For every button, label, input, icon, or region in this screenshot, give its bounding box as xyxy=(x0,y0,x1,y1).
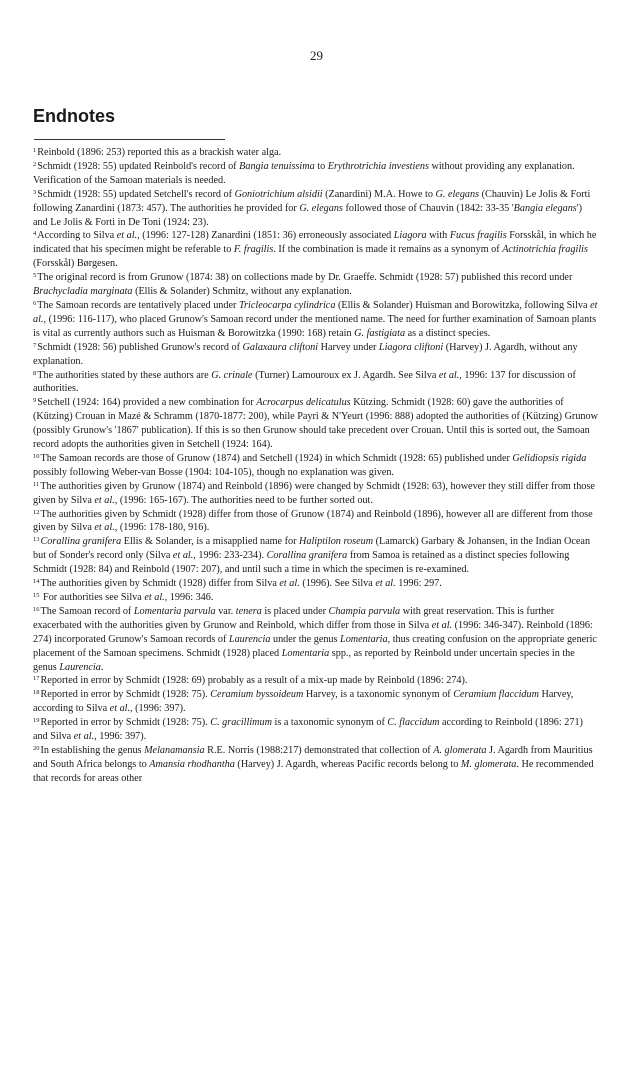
taxon-name: et al. xyxy=(109,703,131,715)
endnote-text: is placed under xyxy=(261,605,329,617)
taxon-name: Champia parvula xyxy=(328,605,401,617)
endnote-7 xyxy=(33,341,599,369)
endnote-text: (Harvey) J. Agardh, without any explanation. xyxy=(33,341,578,367)
endnote-19 xyxy=(33,716,599,744)
endnote-text: (Ellis & Solander) Huisman and Borowitzka, following Silva xyxy=(335,299,591,311)
endnote-text: Schmidt (1928: 55) updated Setchell's record of xyxy=(37,188,235,200)
taxon-name: Haliptilon roseum xyxy=(299,536,374,548)
taxon-name: et al. xyxy=(279,578,300,590)
taxon-name: et al. xyxy=(144,592,165,603)
endnote-1 xyxy=(33,146,599,160)
endnote-text: For authorities see Silva xyxy=(40,592,145,603)
endnote-13 xyxy=(33,535,599,577)
endnote-text: Harvey, according to Silva xyxy=(33,689,574,715)
endnote-text: , (1996: 116-117), who placed Grunow's Samoan record under the mentioned name. The need for further examination of Samoan plants is vital as currently authors such as Huisman & Borowitzka (1990: 168) retain xyxy=(33,313,597,339)
endnote-text: , (1996: 165-167). The authorities need to be further sorted out. xyxy=(114,494,373,506)
endnote-number: 11 xyxy=(33,480,40,488)
endnote-text: , thus creating confusion on the appropriate generic placement of the Samoan specimens. Schmidt (1928) placed xyxy=(33,633,597,659)
endnote-number: 18 xyxy=(33,689,40,697)
endnote-text: Reported in error by Schmidt (1928: 69) probably as a result of a mix-up made by Reinbold (1896: 274). xyxy=(40,675,468,687)
endnote-15 xyxy=(33,591,599,605)
endnote-18 xyxy=(33,688,599,716)
heading-rule xyxy=(34,139,225,140)
endnote-number: 15 xyxy=(33,592,40,599)
endnote-number: 13 xyxy=(33,536,40,544)
taxon-name: Laurencia xyxy=(59,661,101,673)
taxon-name: et al. xyxy=(116,230,138,242)
taxon-name: Erythrotrichia investiens xyxy=(327,160,429,172)
taxon-name: et al. xyxy=(431,619,453,631)
taxon-name: Ceramium byssoideum xyxy=(210,689,304,701)
endnote-text: with great reservation. This is further exacerbated with the authorities given by Grunow and Reinbold, which differ from those in Silva xyxy=(33,605,555,631)
endnote-number: 12 xyxy=(33,508,40,516)
endnote-text: . If the combination is made it remains as a synonym of xyxy=(273,244,503,256)
taxon-name: G. crinale xyxy=(211,369,253,381)
taxon-name: et al. xyxy=(94,522,115,534)
taxon-name: tenera xyxy=(235,605,262,617)
endnote-text: (Ellis & Solander) Schmitz, without any explanation. xyxy=(132,286,352,298)
endnote-text: (1996). See Silva xyxy=(299,578,376,590)
taxon-name: Laurencia xyxy=(228,633,271,645)
page-heading: Endnotes xyxy=(33,106,116,126)
endnote-text: from Samoa is retained as a distinct species following Schmidt (1928: 84) and Reinbold (1907: 207), and until such a time in which the specimen is re-examined. xyxy=(33,550,570,576)
endnote-text: (Zanardini) M.A. Howe to xyxy=(322,188,436,200)
taxon-name: Actinotrichia fragilis xyxy=(502,244,588,256)
endnote-text: 1996: 297. xyxy=(395,578,442,590)
taxon-name: Lomentaria xyxy=(340,633,388,645)
endnote-text: (1996: 346-347). Reinbold (1896: 274) incorporated Grunow's Samoan records of xyxy=(33,619,593,645)
endnote-text: var. xyxy=(215,605,236,617)
taxon-name: M. glomerata xyxy=(460,758,517,770)
page-number: 29 xyxy=(310,48,323,63)
endnote-number: 16 xyxy=(33,605,40,613)
taxon-name: Ceramium flaccidum xyxy=(453,689,539,701)
endnote-number: 19 xyxy=(33,717,40,725)
endnote-17 xyxy=(33,674,599,688)
endnote-6 xyxy=(33,299,599,341)
endnote-text: (Harvey) J. Agardh, whereas Pacific records belong to xyxy=(234,758,461,770)
endnote-text: , (1996: 397). xyxy=(130,703,186,715)
taxon-name: et al. xyxy=(94,494,115,506)
endnote-text: The Samoan records are those of Grunow (1874) and Setchell (1924) in which Schmidt (1928: 65) published under xyxy=(40,452,513,464)
endnote-number: 1 xyxy=(33,147,37,154)
endnote-number: 5 xyxy=(33,272,37,280)
endnote-text: , 1996: 397). xyxy=(94,731,147,743)
taxon-name: Galaxaura cliftoni xyxy=(242,341,319,353)
endnote-text: according to Reinbold (1896: 271) and Silva xyxy=(33,717,583,743)
endnote-text: The authorities given by Schmidt (1928) differ from Silva xyxy=(40,578,280,590)
endnote-text: followed those of Chauvin (1842: 33-35 ' xyxy=(342,202,514,214)
endnote-11 xyxy=(33,480,599,508)
taxon-name: C. flaccidum xyxy=(387,717,440,729)
endnote-text: possibly following Weber-van Bosse (1904: 104-105), though no explanation was given. xyxy=(33,466,394,478)
taxon-name: Bangia tenuissima xyxy=(239,160,315,172)
taxon-name: Fucus fragilis xyxy=(449,230,507,242)
taxon-name: Melanamansia xyxy=(144,744,205,756)
endnotes-list xyxy=(33,146,599,786)
endnote-text: ') and Le Jolis & Forti in De Toni (1924: 23). xyxy=(33,202,583,228)
endnote-text: R.E. Norris (1988:217) demonstrated that collection of xyxy=(204,744,434,756)
endnote-text: (Forsskål) Børgesen. xyxy=(33,258,118,270)
endnote-text: under the genus xyxy=(270,633,341,645)
endnote-text: The original record is from Grunow (1874: 38) on collections made by Dr. Graeffe. Schmidt (1928: 57) published this record under xyxy=(37,272,573,284)
endnote-text: , (1996: 127-128) Zanardini (1851: 36) erroneously associated xyxy=(137,230,394,242)
endnote-text: . He recommended that records for areas other xyxy=(33,758,594,784)
taxon-name: Liagora cliftoni xyxy=(378,341,444,353)
endnote-text: . xyxy=(100,661,104,673)
taxon-name: Tricleocarpa cylindrica xyxy=(238,299,336,311)
endnote-number: 3 xyxy=(33,188,37,196)
taxon-name: Bangia elegans xyxy=(513,202,577,214)
endnote-number: 2 xyxy=(33,160,37,168)
endnote-text: The authorities given by Grunow (1874) and Reinbold (1896) were changed by Schmidt (1928: 63), however they still differ from those given by Silva xyxy=(33,480,595,506)
endnote-text: with xyxy=(426,230,450,242)
taxon-name: et al. xyxy=(375,578,396,590)
taxon-name: Liagora xyxy=(393,230,427,242)
endnote-5 xyxy=(33,271,599,299)
endnote-text: Schmidt (1928: 55) updated Reinbold's record of xyxy=(37,160,240,172)
taxon-name: G. elegans xyxy=(435,188,480,200)
endnote-text: spp., as reported by Reinbold under uncertain species in the genus xyxy=(33,647,575,673)
endnote-text: Harvey, is a taxonomic synonym of xyxy=(303,689,454,701)
taxon-name: Amansia rhodhantha xyxy=(149,758,235,770)
endnote-text: Reported in error by Schmidt (1928: 75). xyxy=(40,689,211,701)
endnote-text: is a taxonomic synonym of xyxy=(271,717,388,729)
endnote-8 xyxy=(33,369,599,397)
taxon-name: Acrocarpus delicatulus xyxy=(256,397,351,409)
taxon-name: et al. xyxy=(73,731,95,743)
endnote-text: The Samoan record of xyxy=(40,605,134,617)
endnote-text: Setchell (1924: 164) provided a new combination for xyxy=(37,397,257,409)
endnote-text: Harvey under xyxy=(318,341,379,353)
endnote-text: Reported in error by Schmidt (1928: 75). xyxy=(40,717,211,729)
endnote-number: 10 xyxy=(33,452,40,460)
endnote-12 xyxy=(33,508,599,536)
endnote-text: to xyxy=(314,160,328,172)
endnote-text: , 1996: 137 for discussion of authorities. xyxy=(33,369,576,395)
taxon-name: Lomentaria parvula xyxy=(133,605,216,617)
endnote-text: , (1996: 178-180, 916). xyxy=(114,522,210,534)
endnote-text: Ellis & Solander, is a misapplied name for xyxy=(121,536,300,548)
taxon-name: Goniotrichium alsidii xyxy=(234,188,323,200)
endnote-4 xyxy=(33,229,599,271)
taxon-name: et al. xyxy=(172,550,194,562)
endnote-text: as a distinct species. xyxy=(405,327,491,339)
endnote-20 xyxy=(33,744,599,786)
endnote-text: , 1996: 346. xyxy=(164,592,214,603)
taxon-name: et al. xyxy=(438,369,460,381)
taxon-name: Lomentaria xyxy=(281,647,330,659)
taxon-name: Gelidiopsis rigida xyxy=(512,452,587,464)
taxon-name: Corallina granifera xyxy=(40,536,122,548)
endnote-number: 7 xyxy=(33,341,37,349)
endnote-text: (Turner) Lamouroux ex J. Agardh. See Silva xyxy=(252,369,439,381)
endnote-number: 8 xyxy=(33,369,37,377)
endnote-text: Reinbold (1896: 253) reported this as a brackish water alga. xyxy=(37,147,282,158)
endnote-number: 6 xyxy=(33,299,37,307)
endnote-text: The authorities stated by these authors are xyxy=(37,369,212,381)
taxon-name: A. glomerata xyxy=(433,744,487,756)
endnote-14 xyxy=(33,577,599,591)
endnote-text: In establishing the genus xyxy=(40,744,145,756)
taxon-name: Brachycladia marginata xyxy=(33,286,133,298)
endnote-text: Kützing. Schmidt (1928: 60) gave the authorities of (Kützing) Crouan in Mazé & Schramm (1870-1877: 200), while Payri & N'Yeurt (1996: 888) adopted the authorities of (Kützing) Grunow (possibly Grunow's '1867' publication). If this is so then Grunow should take precedent over Crouan. Until this is sorted out, the Samoan record adopts the authorities given in Setchell (1924: 164). xyxy=(33,397,598,451)
endnote-16 xyxy=(33,605,599,675)
taxon-name: G. fastigiata xyxy=(354,327,406,339)
taxon-name: et al. xyxy=(33,299,598,325)
endnote-number: 17 xyxy=(33,675,40,683)
endnote-text: without providing any explanation. Verification of the Samoan materials is needed. xyxy=(33,160,575,186)
endnote-number: 4 xyxy=(33,230,37,238)
taxon-name: C. gracillimum xyxy=(210,717,272,729)
taxon-name: Corallina granifera xyxy=(266,550,348,562)
endnote-text: J. Agardh from Mauritius and South Africa belongs to xyxy=(33,744,593,770)
endnote-text: According to Silva xyxy=(37,230,117,242)
endnote-3 xyxy=(33,188,599,230)
taxon-name: F. fragilis xyxy=(233,244,274,256)
endnote-text: Schmidt (1928: 56) published Grunow's record of xyxy=(37,341,243,353)
taxon-name: G. elegans xyxy=(299,202,343,214)
endnote-text: (Lamarck) Garbary & Johansen, in the Indian Ocean but of Sonder's record only (Silva xyxy=(33,536,591,562)
endnote-text: Forsskål, in which he indicated that his specimen might be referable to xyxy=(33,230,597,256)
endnote-number: 14 xyxy=(33,578,40,586)
endnote-9 xyxy=(33,396,599,452)
endnote-10 xyxy=(33,452,599,480)
endnote-2 xyxy=(33,160,599,188)
endnote-text: The Samoan records are tentatively placed under xyxy=(37,299,239,311)
endnote-number: 9 xyxy=(33,397,37,405)
endnote-text: (Chauvin) Le Jolis & Forti following Zanardini (1873: 457). The authorities he provided for xyxy=(33,188,591,214)
endnote-text: , 1996: 233-234). xyxy=(193,550,267,562)
endnote-text: The authorities given by Schmidt (1928) differ from those of Grunow (1874) and Reinbold (1896), however all are different from those given by Silva xyxy=(33,508,593,534)
endnote-number: 20 xyxy=(33,744,40,752)
